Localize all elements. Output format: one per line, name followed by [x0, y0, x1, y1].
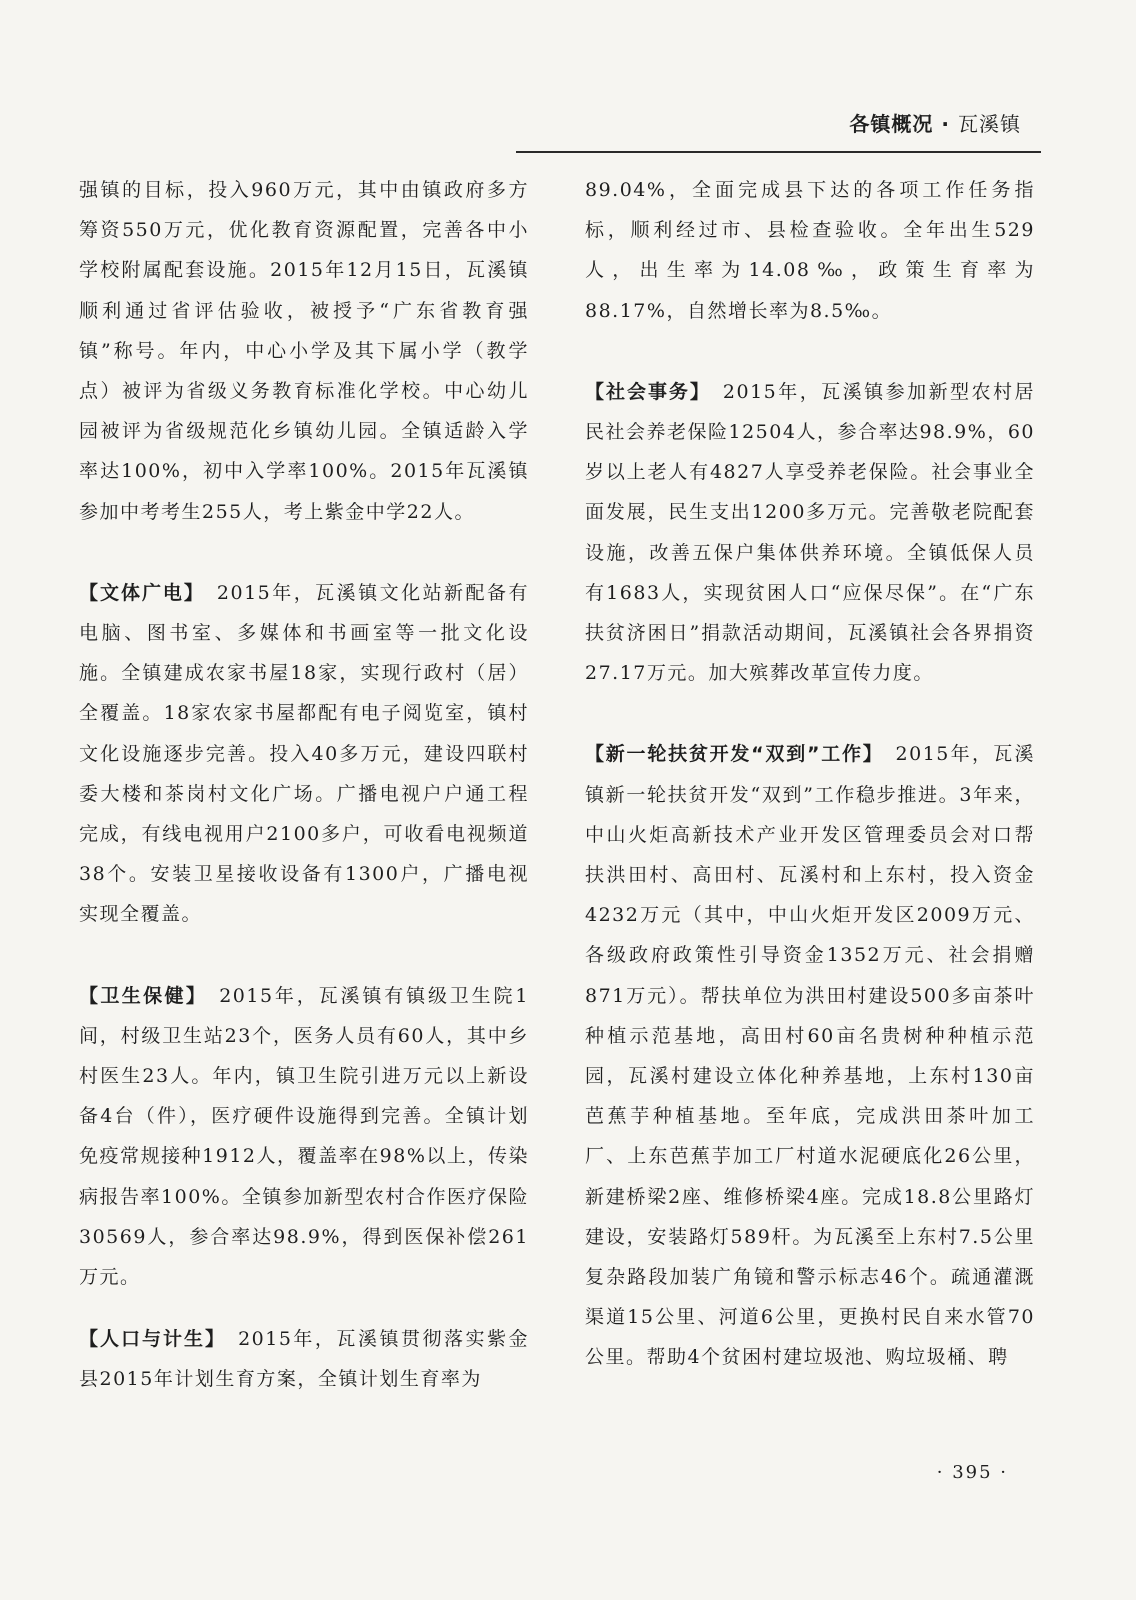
header-town: 瓦溪镇	[958, 112, 1021, 136]
right-column	[585, 170, 1035, 1378]
section-title-social: 【社会事务】	[585, 380, 711, 403]
paragraph-poverty	[585, 734, 1035, 1377]
paragraph-population-continued: 89.04%，全面完成县下达的各项工作任务指标，顺利经过市、县检查验收。全年出生529人，出生率为14.08‰，政策生育率为88.17%，自然增长率为8.5‰。	[585, 179, 1035, 322]
header-separator: ·	[941, 112, 950, 136]
section-text-poverty: 2015年，瓦溪镇新一轮扶贫开发“双到”工作稳步推进。3年来，中山火炬高新技术产业开发区管理委员会对口帮扶洪田村、高田村、瓦溪村和上东村，投入资金4232万元（其中，中山火炬开发区2009万元、各级政府政策性引导资金1352万元、社会捐赠871万元）。帮扶单位为洪田村建设500多亩茶叶种植示范基地，高田村60亩名贵树种种植示范园，瓦溪村建设立体化种养基地，上东村130亩芭蕉芋种植基地。至年底，完成洪田茶叶加工厂、上东芭蕉芋加工厂村道水泥硬底化26公里，新建桥梁2座、维修桥梁4座。完成18.8公里路灯建设，安装路灯589杆。为瓦溪至上东村7.5公里复杂路段加装广角镜和警示标志46个。疏通灌溉渠道15公里、河道6公里，更换村民自来水管70公里。帮助4个贫困村建垃圾池、购垃圾桶、聘	[585, 743, 1035, 1369]
section-text-social: 2015年，瓦溪镇参加新型农村居民社会养老保险12504人，参合率达98.9%，60岁以上老人有4827人享受养老保险。社会事业全面发展，民生支出1200多万元。完善敬老院配套设施，改善五保户集体供养环境。全镇低保人员有1683人，实现贫困人口“应保尽保”。在“广东扶贫济困日”捐款活动期间，瓦溪镇社会各界捐资27.17万元。加大殡葬改革宣传力度。	[585, 380, 1035, 685]
paragraph-social	[585, 372, 1035, 694]
section-gap	[79, 1297, 529, 1319]
section-gap	[585, 331, 1035, 372]
paragraph-education: 强镇的目标，投入960万元，其中由镇政府多方筹资550万元，优化教育资源配置，完善各中小学校附属配套设施。2015年12月15日，瓦溪镇顺利通过省评估验收，被授予“广东省教育强镇”称号。年内，中心小学及其下属小学（教学点）被评为省级义务教育标准化学校。中心幼儿园被评为省级规范化乡镇幼儿园。全镇适龄入学率达100%，初中入学率100%。2015年瓦溪镇参加中考考生255人，考上紫金中学22人。	[79, 179, 529, 523]
header-rule	[516, 151, 1041, 153]
section-gap	[79, 935, 529, 976]
section-gap	[585, 693, 1035, 734]
left-column	[79, 170, 529, 1400]
section-text-culture: 2015年，瓦溪镇文化站新配备有电脑、图书室、多媒体和书画室等一批文化设施。全镇建成农家书屋18家，实现行政村（居）全覆盖。18家农家书屋都配有电子阅览室，镇村文化设施逐步完善。投入40多万元，建设四联村委大楼和茶岗村文化广场。广播电视户户通工程完成，有线电视用户2100多户，可收看电视频道38个。安装卫星接收设备有1300户，广播电视实现全覆盖。	[79, 581, 529, 926]
section-title-health: 【卫生保健】	[79, 984, 208, 1007]
page-number: · 395 ·	[936, 1462, 1008, 1483]
section-text-population: 2015年，瓦溪镇贯彻落实紫金县2015年计划生育方案，全镇计划生育率为	[79, 1328, 529, 1391]
section-title-culture: 【文体广电】	[79, 581, 205, 604]
paragraph-health	[79, 976, 529, 1298]
section-gap	[79, 532, 529, 573]
running-header	[0, 108, 1021, 137]
header-section: 各镇概况	[849, 112, 934, 136]
section-text-health: 2015年，瓦溪镇有镇级卫生院1间，村级卫生站23个，医务人员有60人，其中乡村医生23人。年内，镇卫生院引进万元以上新设备4台（件），医疗硬件设施得到完善。全镇计划免疫常规接种1912人，覆盖率在98%以上，传染病报告率100%。全镇参加新型农村合作医疗保险30569人，参合率达98.9%，得到医保补偿261万元。	[79, 984, 529, 1289]
paragraph-culture	[79, 573, 529, 935]
paragraph-population	[79, 1319, 529, 1399]
section-title-population: 【人口与计生】	[79, 1328, 227, 1351]
section-title-poverty: 【新一轮扶贫开发“双到”工作】	[585, 743, 884, 766]
